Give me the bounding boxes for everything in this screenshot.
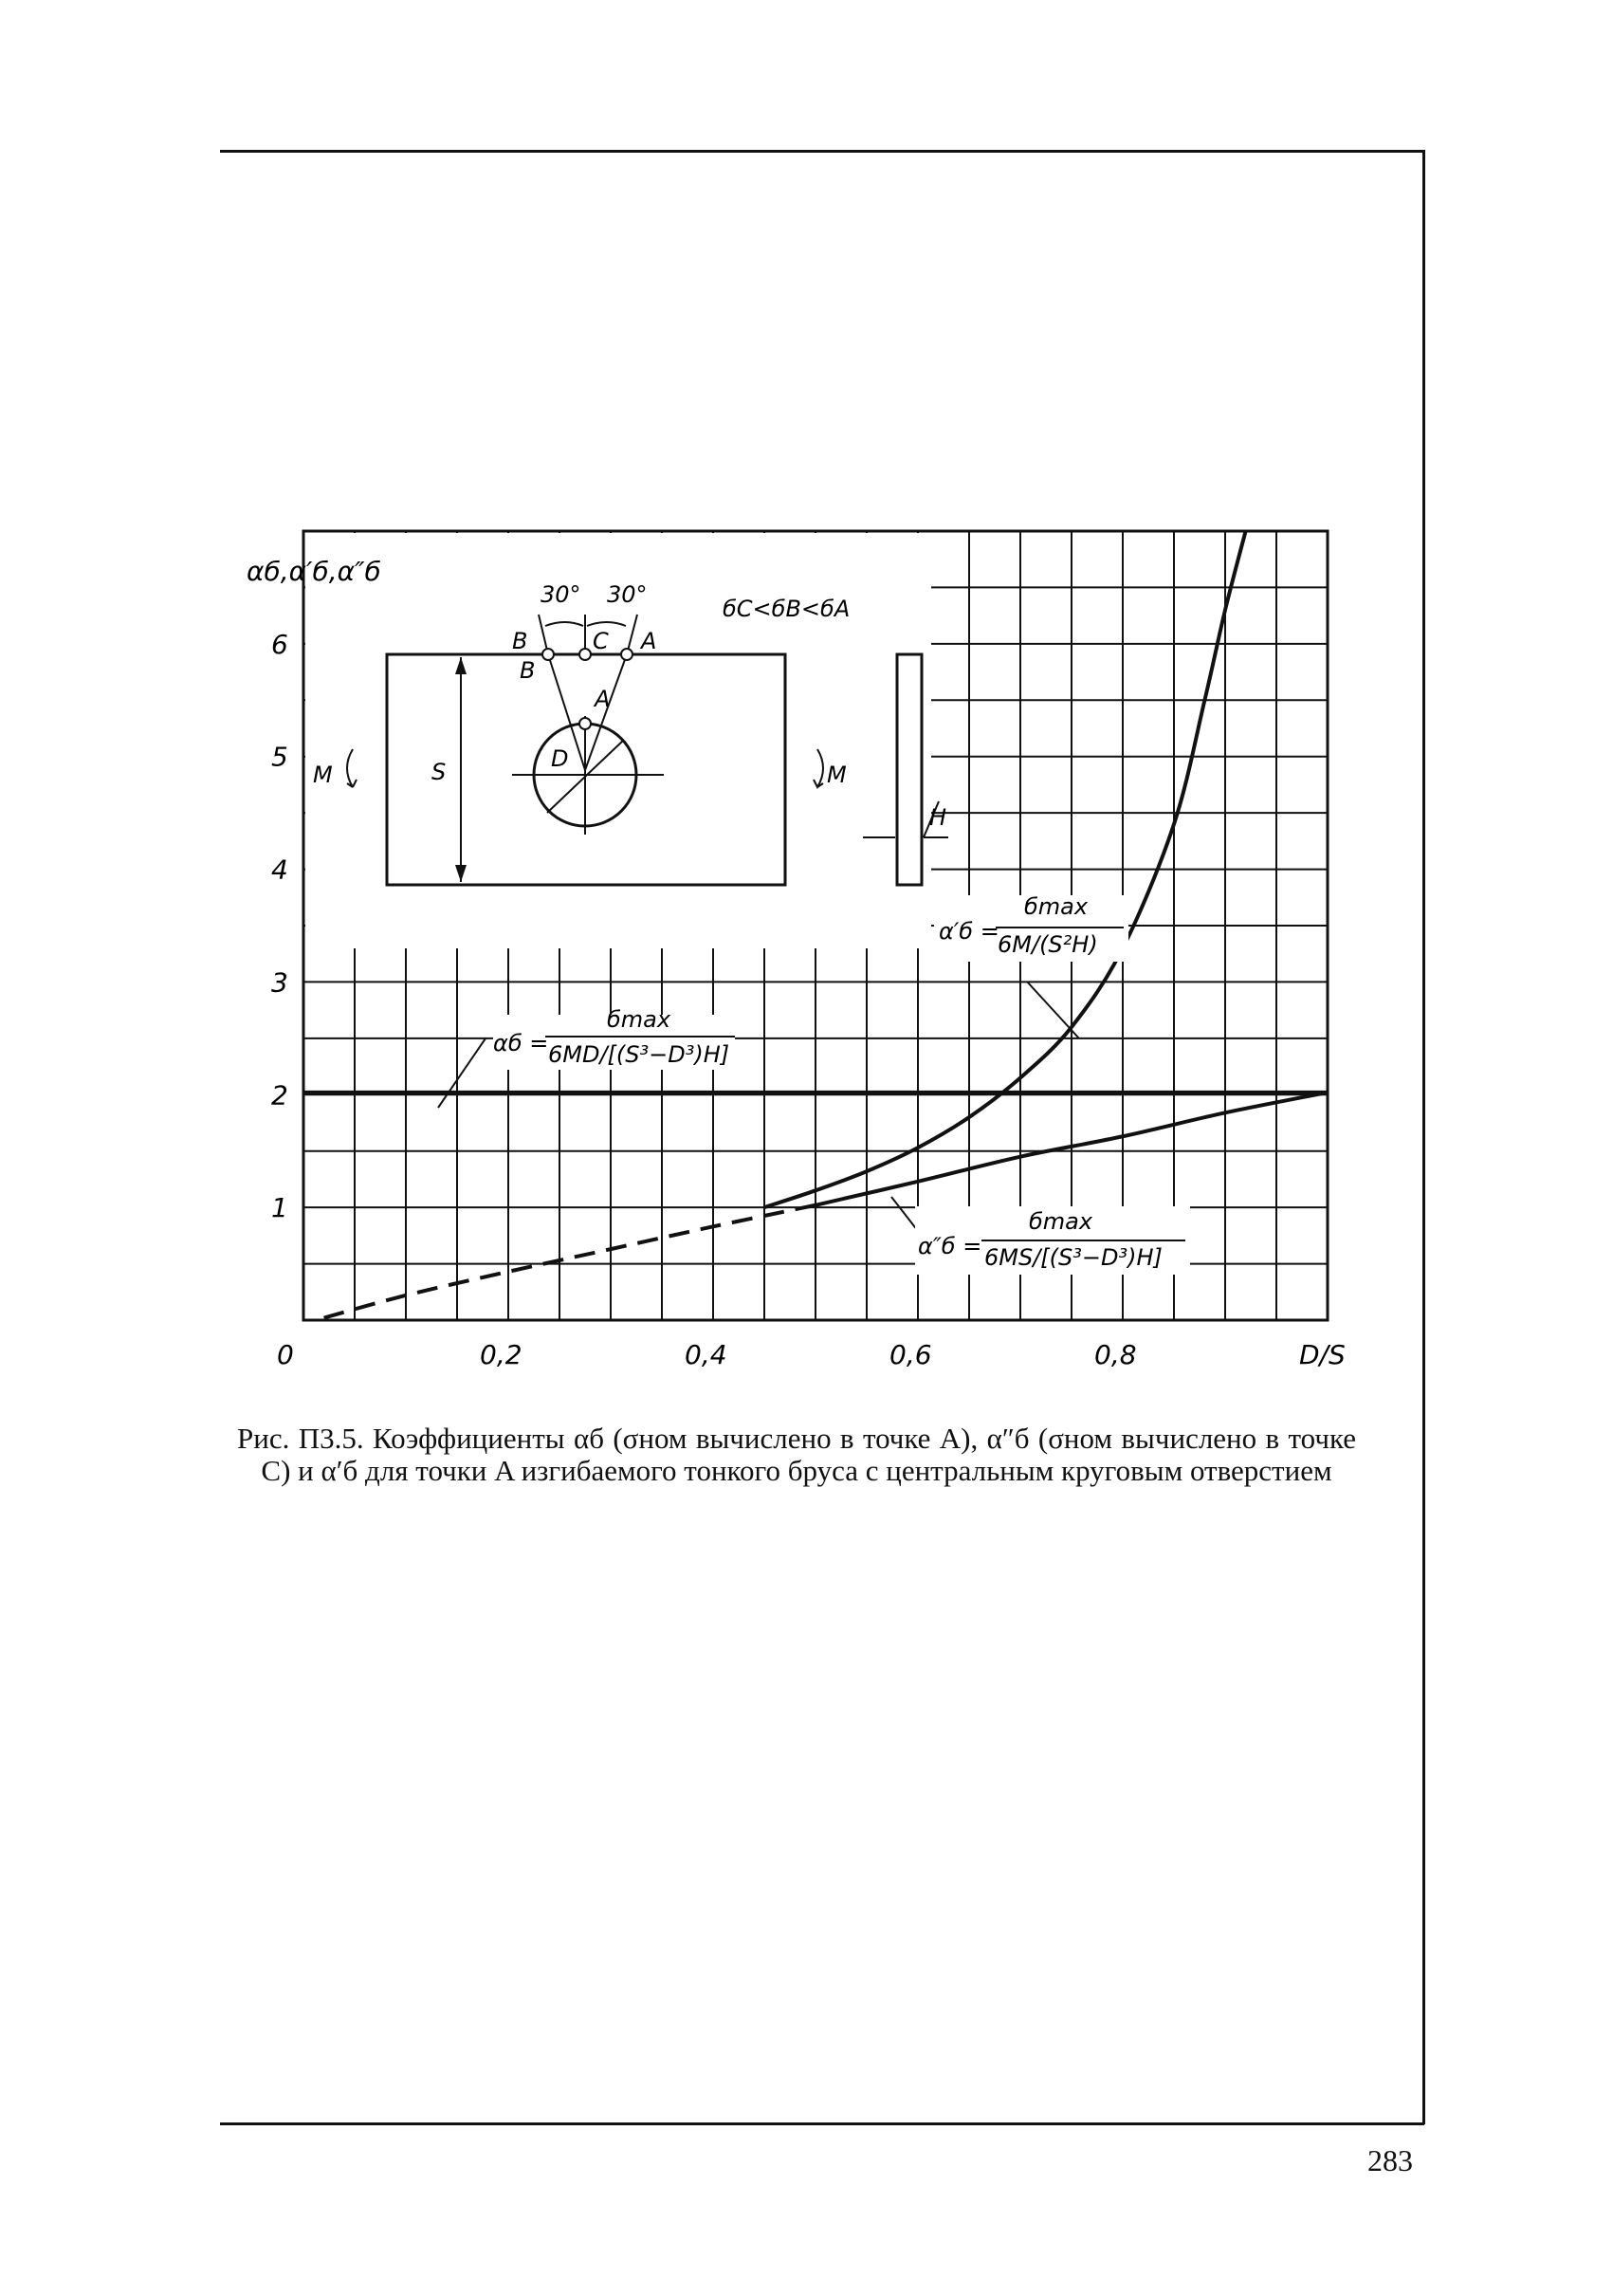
formula-alpha-prime [934,893,1128,1038]
formula-alpha-dprime-den: 6MS/[(S³−D³)H] [984,1244,1163,1271]
y-axis-label: αб,α′б,α″б [247,556,381,587]
y-tick-label: 6 [271,628,288,660]
beam-diagram [305,533,948,948]
point-c-marker [579,649,591,660]
formula-alpha-dprime-lhs: α″б = [918,1233,982,1259]
x-tick-label: 0,4 [685,1339,727,1370]
y-tick-label: 1 [271,1192,288,1224]
y-tick-label: 5 [271,741,288,773]
x-tick-label: 0,2 [480,1339,522,1370]
formula-alpha-prime-lhs: α′б = [939,918,999,945]
moment-right-label: M [827,762,847,788]
y-tick-label: 4 [271,854,288,886]
point-a-hole-marker [579,718,591,729]
point-b-edge-label: B [520,657,536,684]
height-label: S [431,759,447,785]
x-tick-label: 0 [277,1339,294,1370]
formula-alpha-prime-den: 6M/(S²H) [998,931,1098,958]
formula-alpha-dprime-num: бmax [1029,1208,1093,1235]
point-b-top-label: B [512,628,528,654]
point-b-marker [542,649,554,660]
formula-alpha-lhs: αб = [493,1030,549,1056]
y-tick-label: 3 [271,966,288,999]
point-a-top-label: A [641,628,657,654]
formula-alpha-den: 6MD/[(S³−D³)H] [548,1041,730,1068]
point-a-hole-label: A [595,686,611,712]
x-tick-label: 0,6 [889,1339,932,1370]
formula-alpha-prime-num: бmax [1024,893,1089,920]
y-tick-label: 2 [271,1079,288,1111]
series-line-2 [324,1205,816,1318]
formula-alpha-num: бmax [607,1006,671,1033]
y-tick-labels [271,629,288,1223]
formula-alpha-dprime [891,1197,1190,1275]
formula-alpha-leader [438,1038,486,1108]
stress-relation: бC<бB<бA [723,596,851,622]
angle-right-label: 30° [607,581,648,608]
page-number: 283 [1367,2143,1413,2177]
x-tick-labels [277,1339,1346,1370]
point-a-marker [621,649,632,660]
x-tick-label: D/S [1299,1339,1346,1370]
angle-left-label: 30° [541,581,581,608]
moment-left-label: M [313,762,333,788]
figure-caption: Рис. П3.5. Коэффициенты αб (σном вычислено в точке A), α″б (σном вычислено в точке C) и α′б для точки A изгибаемого тонкого бруса с центральным круговым отверстием [237,1422,1356,1487]
x-tick-label: 0,8 [1094,1339,1137,1370]
thickness-label: H [929,804,947,831]
hole-label: D [551,745,569,772]
formula-alpha-dprime-leader [891,1197,918,1231]
point-c-label: C [593,628,609,654]
